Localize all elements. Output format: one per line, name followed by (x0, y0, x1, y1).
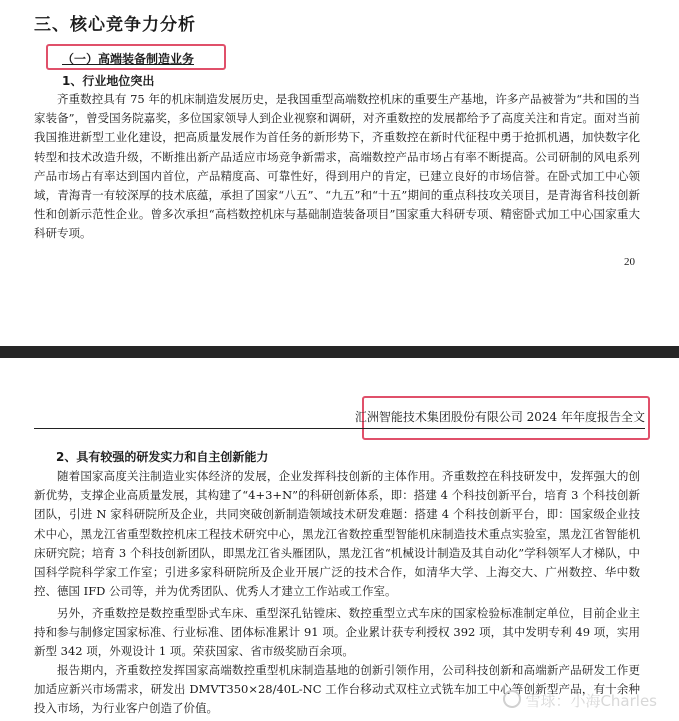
section-title: 三、核心竞争力分析 (34, 15, 196, 35)
page-number: 20 (624, 256, 635, 268)
item-heading-rd-capability: 2、具有较强的研发实力和自主创新能力 (56, 450, 269, 464)
paragraph-rd-system: 随着国家高度关注制造业实体经济的发展，企业发挥科技创新的主体作用。齐重数控在科技研发中，发挥强大的创新优势，支撑企业高质量发展，其构建了“4+3+N”的科研创新体系，即：搭建 4 个科技创新平台，培育 3 个科技创新团队，引进 N 家科研院所及企业，共同突破创新制造领域技术研发难题：搭建 4 个科技创新平台，即：国家级企业技术中心，黑龙江省重型数控机床工程技术研究中心，黑龙江省数控重型智能机床制造技术重点实验室，黑龙江省智能机床研究院；培育 3 个科技创新团队，即黑龙江省头雁团队，黑龙江省“机械设计制造及其自动化”学科领军人才梯队，中国科学院科学家工作室；引进多家科研院所及企业开展广泛的技术合作，如清华大学、上海交大、广州数控、华中数控、德国 IFD 公司等，并为优秀团队、优秀人才建立工作站或工作室。 (34, 469, 640, 599)
report-header-title: 汇洲智能技术集团股份有限公司 2024 年年度报告全文 (354, 410, 645, 424)
paragraph-industry-position: 齐重数控具有 75 年的机床制造发展历史，是我国重型高端数控机床的重要生产基地，许多产品被誉为“共和国的当家装备”，曾受国务院嘉奖，多位国家领导人到企业视察和调研，对齐重数控的发展都给予了高度关注和肯定。面对当前我国推进新型工业化建设，把高质量发展作为首任务的新形势下，齐重数控在新时代征程中勇于抢抓机遇，加快数字化转型和技术改造升级，不断推出新产品适应市场竞争新需求，高端数控产品市场占有率不断提高。公司研制的风电系列产品市场占有率达到国内首位，产品精度高、可靠性好，得到用户的肯定，已建立良好的市场信誉。在卧式加工中心领域，青海青一有较深厚的技术底蕴，承担了国家“八五”、“九五”和“十五”期间的重点科技攻关项目，是青海省科技创新性和创新示范性企业。曾多次承担“高档数控机床与基础制造装备项目”国家重大科研专项、精密卧式加工中心国家重大科研专项。 (34, 92, 640, 241)
paragraph-reporting-period: 报告期内，齐重数控发挥国家高端数控重型机床制造基地的创新引领作用，公司科技创新和高端新产品研发工作更加适应新兴市场需求，研发出 DMVT350×28/40L-NC 工作台移动式双柱立式铣车加工中心等创新型产品，有十余种投入市场，为行业客户创造了价值。 (34, 663, 640, 716)
header-rule (34, 428, 645, 429)
item-heading-industry-position: 1、行业地位突出 (62, 74, 155, 88)
sub-heading-high-end-equipment: （一）高端装备制造业务 (62, 52, 195, 66)
paragraph-standards-patents: 另外，齐重数控是数控重型卧式车床、重型深孔钻镗床、数控重型立式车床的国家检验标准制定单位，目前企业主持和参与制修定国家标准、行业标准、团体标准累计 91 项。企业累计获专利授权 392 项，其中发明专利 49 项，实用新型 342 项，外观设计 1 项。荣获国家、省市级奖励百余项。 (34, 606, 640, 659)
snowball-logo-icon (503, 690, 521, 708)
watermark-text: 雪球：小海Charles (525, 692, 657, 710)
page-separator-bar (0, 346, 679, 358)
watermark (503, 690, 657, 711)
